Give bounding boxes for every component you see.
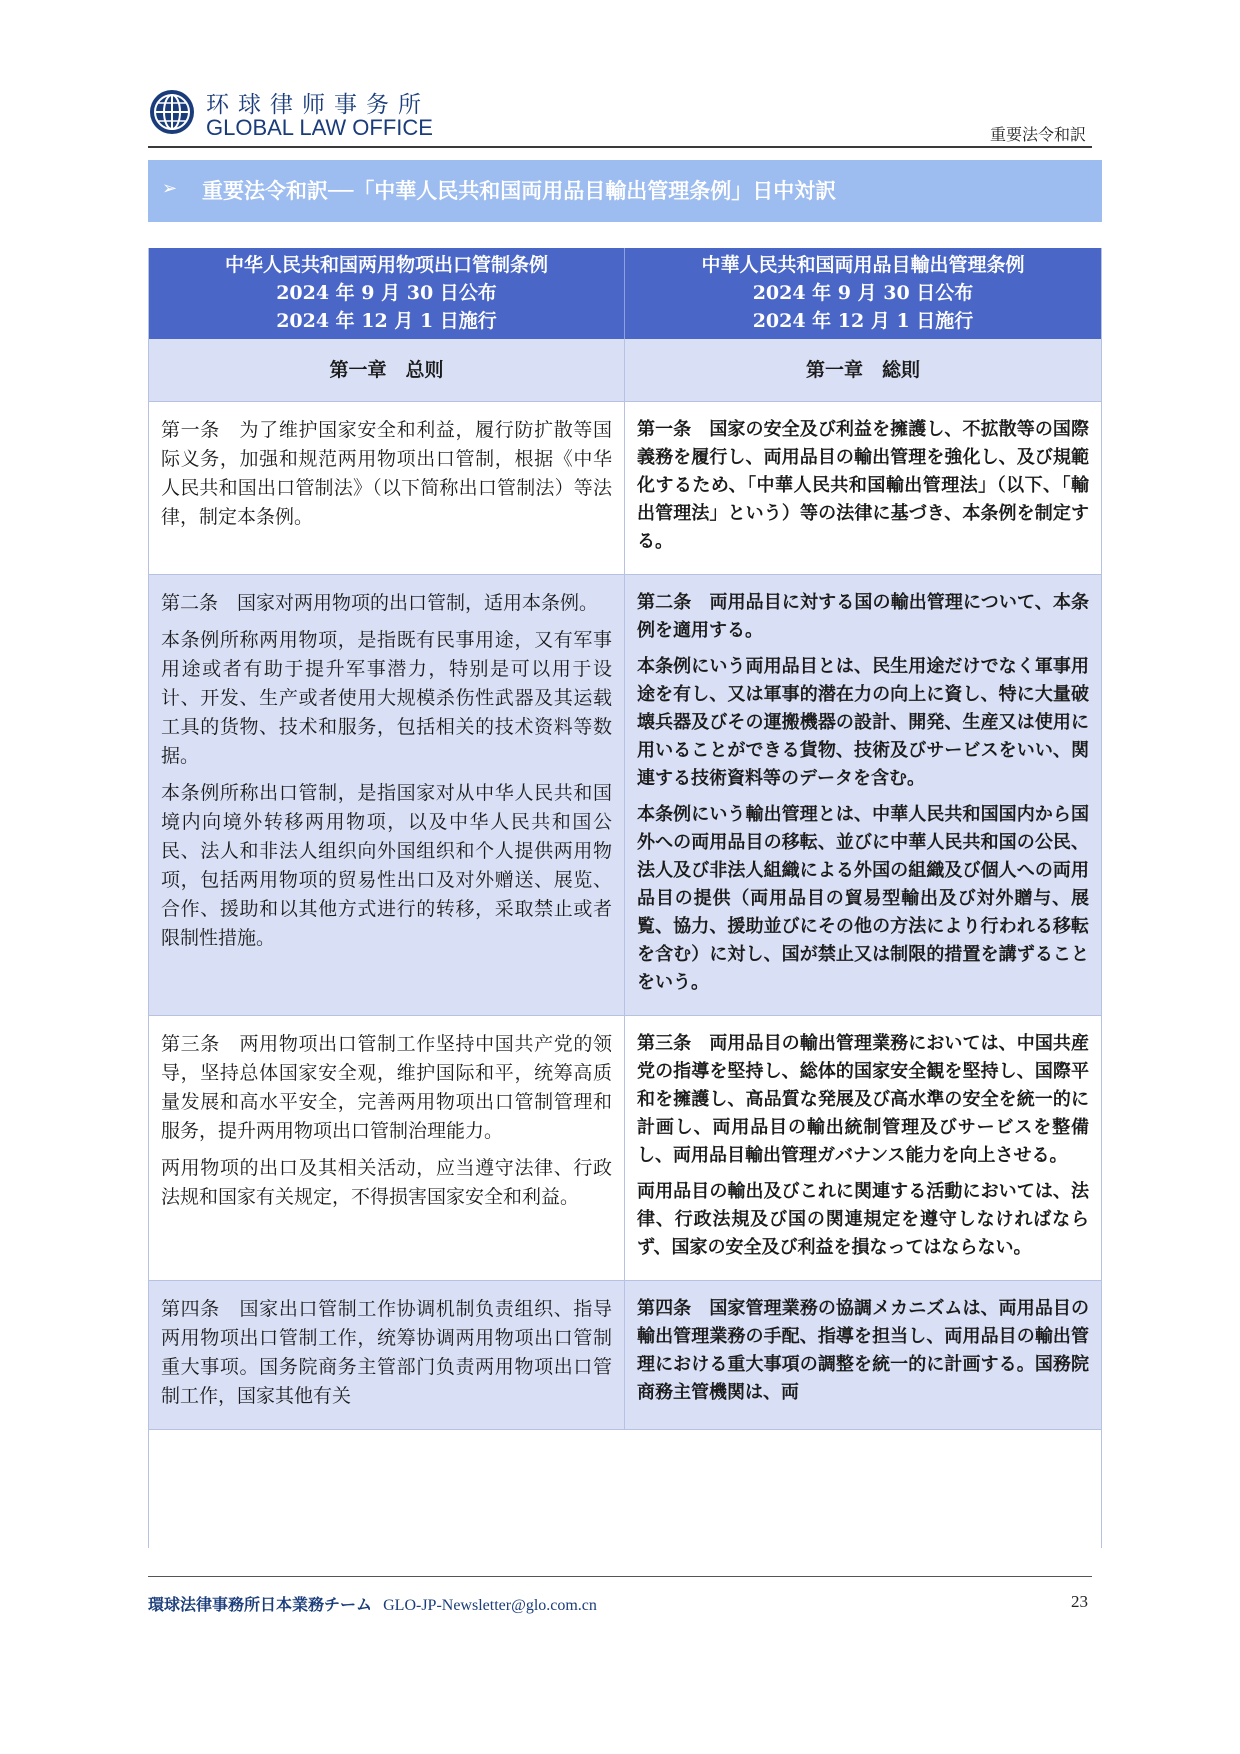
article-paragraph: 第一条 为了维护国家安全和利益，履行防扩散等国际义务，加强和规范两用物项出口管制，根据《中华人民共和国出口管制法》（以下简称出口管制法）等法律，制定本条例。 <box>161 419 612 528</box>
article-paragraph: 両用品目の輸出及びこれに関連する活動においては、法律、行政法規及び国の関連規定を遵守しなければならず、国家の安全及び利益を損なってはならない。 <box>637 1181 1089 1258</box>
article-chinese <box>149 575 625 1015</box>
article-paragraph: 第一条 国家の安全及び利益を擁護し、不拡散等の国際義務を履行し、両用品目の輸出管理を強化し、及び規範化するため、「中華人民共和国輸出管理法」（以下、「輸出管理法」という）等の法律に基づき、本条例を制定する。 <box>637 419 1089 552</box>
logo-english-name: GLOBAL LAW OFFICE <box>206 115 433 140</box>
article-paragraph: 第四条 国家管理業務の協調メカニズムは、両用品目の輸出管理業務の手配、指導を担当し、両用品目の輸出管理における重大事項の調整を統一的に計画する。国務院商務主管機関は、両 <box>637 1298 1089 1403</box>
page-header <box>148 82 1092 146</box>
header-chinese-published: 2024 年 9 月 30 日公布 <box>276 282 497 304</box>
article-paragraph: 第二条 両用品目に対する国の輸出管理について、本条例を適用する。 <box>637 592 1089 641</box>
article-paragraph: 本条例にいう輸出管理とは、中華人民共和国国内から国外への両用品目の移転、並びに中華人民共和国の公民、法人及び非法人組織による外国の組織及び個人への両用品目の提供（両用品目の貿易型輸出及び対外贈与、展覧、協力、援助並びにその他の方法により行われる移転を含む）に対し、国が禁止又は制限的措置を講ずることをいう。 <box>637 804 1089 993</box>
section-label: 重要法令和訳 <box>989 125 1086 144</box>
footer-divider <box>148 1576 1092 1577</box>
chapter-title-chinese: 第一章 总则 <box>149 339 625 401</box>
article-paragraph: 两用物项的出口及其相关活动，应当遵守法律、行政法规和国家有关规定，不得损害国家安全和利益。 <box>161 1157 612 1208</box>
arrow-bullet-icon: ➢ <box>162 178 178 199</box>
table-row-article-4 <box>149 1281 1101 1430</box>
article-paragraph: 本条例所称出口管制，是指国家对从中华人民共和国境内向境外转移两用物项，以及中华人民共和国公民、法人和非法人组织向外国组织和个人提供两用物项，包括两用物项的贸易性出口及对外赠送、展览、合作、援助和以其他方式进行的转移，采取禁止或者限制性措施。 <box>161 782 612 949</box>
banner-title: 重要法令和訳──「中華人民共和国両用品目輸出管理条例」日中対訳 <box>202 179 837 203</box>
header-japanese-title: 中華人民共和国両用品目輸出管理条例 <box>701 254 1025 276</box>
article-paragraph: 本条例所称两用物项，是指既有民事用途，又有军事用途或者有助于提升军事潜力，特别是可以用于设计、开发、生产或者使用大规模杀伤性武器及其运载工具的货物、技术和服务，包括相关的技术资料等数据。 <box>161 629 612 767</box>
article-chinese <box>149 402 625 574</box>
article-chinese <box>149 1016 625 1280</box>
page-number: 23 <box>1071 1592 1088 1611</box>
header-cell-chinese <box>149 248 625 339</box>
chapter-row <box>149 339 1101 402</box>
article-japanese <box>625 402 1101 574</box>
header-japanese-published: 2024 年 9 月 30 日公布 <box>752 282 974 304</box>
article-paragraph: 第二条 国家对两用物项的出口管制，适用本条例。 <box>161 592 599 614</box>
table-row-article-3 <box>149 1016 1101 1281</box>
article-paragraph: 第四条 国家出口管制工作协调机制负责组织、指导两用物项出口管制工作，统筹协调两用物项出口管制重大事项。国务院商务主管部门负责两用物项出口管制工作，国家其他有关 <box>161 1298 612 1407</box>
chapter-title-japanese: 第一章 総則 <box>805 359 920 381</box>
footer-team-name: 環球法律事務所日本業務チーム <box>148 1595 373 1614</box>
footer-credit <box>148 1592 597 1615</box>
header-chinese-title: 中华人民共和国两用物项出口管制条例 <box>224 254 548 276</box>
footer-email-link[interactable]: GLO-JP-Newsletter@glo.com.cn <box>383 1597 597 1614</box>
bilingual-table <box>148 248 1102 1548</box>
logo-chinese-name: 环球律师事务所 <box>206 92 430 118</box>
table-header-row <box>149 248 1101 339</box>
article-paragraph: 第三条 両用品目の輸出管理業務においては、中国共産党の指導を堅持し、総体的国家安全観を堅持し、国際平和を擁護し、高品質な発展及び高水準の安全を統一的に計画し、両用品目の輸出統制管理及びサービスを整備し、両用品目輸出管理ガバナンス能力を向上させる。 <box>637 1033 1089 1166</box>
table-row-article-2 <box>149 575 1101 1016</box>
article-paragraph: 本条例にいう両用品目とは、民生用途だけでなく軍事用途を有し、又は軍事的潜在力の向上に資し、特に大量破壊兵器及びその運搬機器の設計、開発、生産又は使用に用いることができる貨物、技術及びサービスをいい、関連する技術資料等のデータを含む。 <box>637 656 1089 789</box>
header-japanese-effective: 2024 年 12 月 1 日施行 <box>752 310 974 332</box>
header-divider <box>148 146 1092 148</box>
article-chinese <box>149 1281 625 1429</box>
table-row-article-1 <box>149 402 1101 575</box>
header-cell-japanese <box>625 248 1101 339</box>
header-chinese-effective: 2024 年 12 月 1 日施行 <box>276 310 497 332</box>
title-banner <box>148 160 1102 222</box>
article-japanese <box>625 575 1101 1015</box>
article-japanese <box>625 1016 1101 1280</box>
article-japanese <box>625 1281 1101 1429</box>
article-paragraph: 第三条 两用物项出口管制工作坚持中国共产党的领导，坚持总体国家安全观，维护国际和平，统筹高质量发展和高水平安全，完善两用物项出口管制管理和服务，提升两用物项出口管制治理能力。 <box>161 1033 612 1142</box>
globe-logo-icon <box>148 88 196 136</box>
